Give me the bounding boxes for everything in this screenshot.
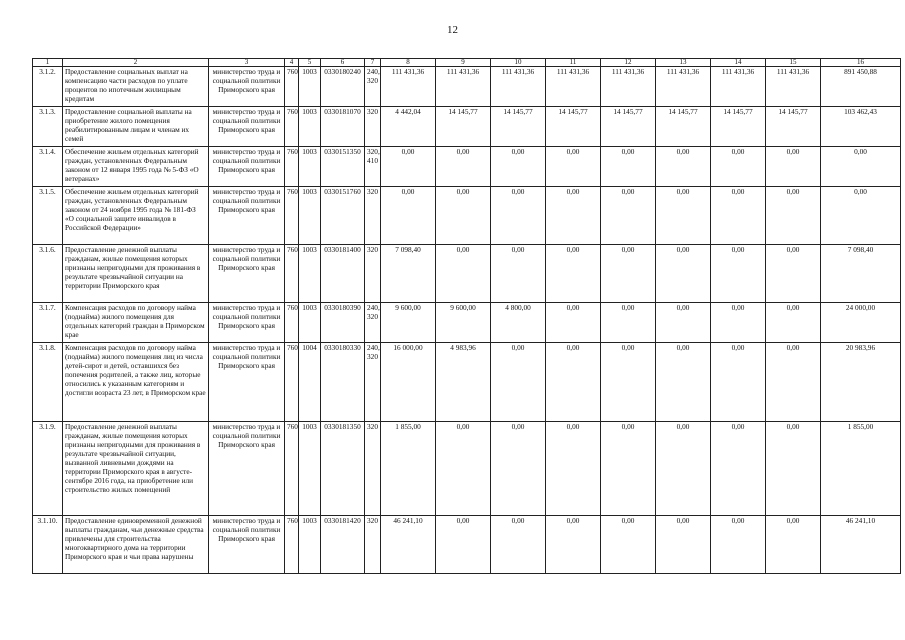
header-cell: 16 xyxy=(821,59,901,67)
code-cell: 1003 xyxy=(299,422,321,516)
ministry-cell: министерство труда и социальной политики Приморского края xyxy=(209,67,285,107)
value-cell: 111 431,36 xyxy=(711,67,766,107)
table-row xyxy=(33,422,901,516)
value-cell: 0,00 xyxy=(436,516,491,574)
code-cell: 240, 320 xyxy=(365,343,381,422)
code-cell: 760 xyxy=(285,245,299,303)
code-cell: 320 xyxy=(365,422,381,516)
value-cell: 0,00 xyxy=(766,303,821,343)
ministry-cell: министерство труда и социальной политики Приморского края xyxy=(209,107,285,147)
header-row xyxy=(33,59,901,67)
code-cell: 760 xyxy=(285,107,299,147)
row-id-cell: 3.1.6. xyxy=(33,245,63,303)
value-cell: 0,00 xyxy=(601,245,656,303)
value-cell: 0,00 xyxy=(601,422,656,516)
row-name-cell: Предоставление единовременной денежной выплаты гражданам, чьи денежные средства привлечены для строительства многоквартирного дома на территории Приморского края и чьи права нарушены xyxy=(63,516,209,574)
header-cell: 2 xyxy=(63,59,209,67)
table-row xyxy=(33,303,901,343)
value-cell: 20 983,96 xyxy=(821,343,901,422)
value-cell: 1 855,00 xyxy=(821,422,901,516)
row-name-cell: Компенсация расходов по договору найма (поднайма) жилого помещения лиц из числа детей-сирот и детей, оставшихся без попечения родителей, а также лиц, которые относились к указанным категориям и достигли возраста 23 лет, в Приморском крае xyxy=(63,343,209,422)
value-cell: 0,00 xyxy=(656,422,711,516)
table-row xyxy=(33,343,901,422)
ministry-cell: министерство труда и социальной политики Приморского края xyxy=(209,303,285,343)
value-cell: 0,00 xyxy=(546,245,601,303)
value-cell: 0,00 xyxy=(711,422,766,516)
code-cell: 1003 xyxy=(299,107,321,147)
value-cell: 0,00 xyxy=(711,343,766,422)
value-cell: 0,00 xyxy=(601,147,656,187)
value-cell: 0,00 xyxy=(601,303,656,343)
code-cell: 760 xyxy=(285,343,299,422)
value-cell: 111 431,36 xyxy=(546,67,601,107)
code-cell: 0330181070 xyxy=(321,107,365,147)
value-cell: 0,00 xyxy=(656,147,711,187)
table-row xyxy=(33,245,901,303)
value-cell: 0,00 xyxy=(766,516,821,574)
value-cell: 0,00 xyxy=(766,147,821,187)
value-cell: 0,00 xyxy=(711,187,766,245)
code-cell: 240, 320 xyxy=(365,303,381,343)
value-cell: 111 431,36 xyxy=(491,67,546,107)
ministry-cell: министерство труда и социальной политики Приморского края xyxy=(209,245,285,303)
code-cell: 320 xyxy=(365,245,381,303)
ministry-cell: министерство труда и социальной политики Приморского края xyxy=(209,343,285,422)
value-cell: 0,00 xyxy=(381,147,436,187)
header-cell: 3 xyxy=(209,59,285,67)
code-cell: 1003 xyxy=(299,187,321,245)
value-cell: 0,00 xyxy=(546,303,601,343)
value-cell: 111 431,36 xyxy=(381,67,436,107)
value-cell: 0,00 xyxy=(821,147,901,187)
value-cell: 111 431,36 xyxy=(601,67,656,107)
header-cell: 8 xyxy=(381,59,436,67)
code-cell: 0330180240 xyxy=(321,67,365,107)
value-cell: 0,00 xyxy=(656,187,711,245)
header-cell: 5 xyxy=(299,59,321,67)
value-cell: 14 145,77 xyxy=(546,107,601,147)
row-id-cell: 3.1.5. xyxy=(33,187,63,245)
value-cell: 4 800,00 xyxy=(491,303,546,343)
value-cell: 16 000,00 xyxy=(381,343,436,422)
code-cell: 320, 410 xyxy=(365,147,381,187)
value-cell: 0,00 xyxy=(546,147,601,187)
value-cell: 891 450,88 xyxy=(821,67,901,107)
value-cell: 9 600,00 xyxy=(436,303,491,343)
code-cell: 760 xyxy=(285,187,299,245)
header-cell: 12 xyxy=(601,59,656,67)
value-cell: 0,00 xyxy=(491,516,546,574)
value-cell: 111 431,36 xyxy=(766,67,821,107)
value-cell: 111 431,36 xyxy=(436,67,491,107)
value-cell: 0,00 xyxy=(491,187,546,245)
code-cell: 320 xyxy=(365,107,381,147)
table-row xyxy=(33,516,901,574)
row-name-cell: Предоставление социальных выплат на компенсацию части расходов по уплате процентов по ипотечным жилищным кредитам xyxy=(63,67,209,107)
header-cell: 4 xyxy=(285,59,299,67)
value-cell: 0,00 xyxy=(601,343,656,422)
header-cell: 14 xyxy=(711,59,766,67)
budget-table xyxy=(32,58,901,574)
row-name-cell: Обеспечение жильем отдельных категорий граждан, установленных Федеральным законом от 12 января 1995 года № 5-ФЗ «О ветеранах» xyxy=(63,147,209,187)
table-row xyxy=(33,147,901,187)
value-cell: 0,00 xyxy=(491,422,546,516)
value-cell: 0,00 xyxy=(656,516,711,574)
value-cell: 14 145,77 xyxy=(436,107,491,147)
value-cell: 0,00 xyxy=(491,343,546,422)
table-row xyxy=(33,187,901,245)
value-cell: 4 983,96 xyxy=(436,343,491,422)
value-cell: 0,00 xyxy=(436,245,491,303)
value-cell: 0,00 xyxy=(766,422,821,516)
value-cell: 111 431,36 xyxy=(656,67,711,107)
value-cell: 0,00 xyxy=(381,187,436,245)
code-cell: 760 xyxy=(285,422,299,516)
row-id-cell: 3.1.8. xyxy=(33,343,63,422)
code-cell: 1003 xyxy=(299,147,321,187)
value-cell: 0,00 xyxy=(601,516,656,574)
value-cell: 0,00 xyxy=(436,422,491,516)
value-cell: 0,00 xyxy=(656,303,711,343)
code-cell: 760 xyxy=(285,303,299,343)
value-cell: 0,00 xyxy=(491,245,546,303)
value-cell: 4 442,04 xyxy=(381,107,436,147)
value-cell: 0,00 xyxy=(711,147,766,187)
value-cell: 7 098,40 xyxy=(821,245,901,303)
code-cell: 320 xyxy=(365,187,381,245)
value-cell: 103 462,43 xyxy=(821,107,901,147)
header-cell: 15 xyxy=(766,59,821,67)
value-cell: 0,00 xyxy=(436,147,491,187)
header-cell: 11 xyxy=(546,59,601,67)
code-cell: 1004 xyxy=(299,343,321,422)
code-cell: 0330151760 xyxy=(321,187,365,245)
code-cell: 240, 320 xyxy=(365,67,381,107)
code-cell: 0330180390 xyxy=(321,303,365,343)
value-cell: 0,00 xyxy=(601,187,656,245)
page-number: 12 xyxy=(447,24,458,36)
code-cell: 0330181350 xyxy=(321,422,365,516)
row-id-cell: 3.1.4. xyxy=(33,147,63,187)
value-cell: 0,00 xyxy=(546,343,601,422)
value-cell: 14 145,77 xyxy=(766,107,821,147)
value-cell: 0,00 xyxy=(491,147,546,187)
ministry-cell: министерство труда и социальной политики Приморского края xyxy=(209,147,285,187)
value-cell: 0,00 xyxy=(436,187,491,245)
value-cell: 0,00 xyxy=(656,343,711,422)
value-cell: 0,00 xyxy=(656,245,711,303)
code-cell: 0330181420 xyxy=(321,516,365,574)
header-cell: 9 xyxy=(436,59,491,67)
code-cell: 760 xyxy=(285,67,299,107)
value-cell: 14 145,77 xyxy=(601,107,656,147)
value-cell: 0,00 xyxy=(821,187,901,245)
value-cell: 0,00 xyxy=(711,516,766,574)
header-cell: 7 xyxy=(365,59,381,67)
value-cell: 0,00 xyxy=(546,422,601,516)
code-cell: 1003 xyxy=(299,67,321,107)
value-cell: 1 855,00 xyxy=(381,422,436,516)
table-row xyxy=(33,67,901,107)
value-cell: 0,00 xyxy=(711,303,766,343)
code-cell: 1003 xyxy=(299,245,321,303)
value-cell: 0,00 xyxy=(766,245,821,303)
header-cell: 10 xyxy=(491,59,546,67)
row-name-cell: Обеспечение жильем отдельных категорий граждан, установленных Федеральным законом от 24 ноября 1995 года № 181-ФЗ «О социальной защите инвалидов в Российской Федерации» xyxy=(63,187,209,245)
row-id-cell: 3.1.2. xyxy=(33,67,63,107)
header-cell: 6 xyxy=(321,59,365,67)
value-cell: 46 241,10 xyxy=(381,516,436,574)
code-cell: 1003 xyxy=(299,516,321,574)
code-cell: 0330180330 xyxy=(321,343,365,422)
row-id-cell: 3.1.3. xyxy=(33,107,63,147)
row-name-cell: Предоставление социальной выплаты на приобретение жилого помещения реабилитированным лицам и членам их семей xyxy=(63,107,209,147)
value-cell: 14 145,77 xyxy=(491,107,546,147)
code-cell: 760 xyxy=(285,147,299,187)
row-name-cell: Компенсация расходов по договору найма (поднайма) жилого помещения для отдельных категорий граждан в Приморском крае xyxy=(63,303,209,343)
value-cell: 14 145,77 xyxy=(711,107,766,147)
ministry-cell: министерство труда и социальной политики Приморского края xyxy=(209,187,285,245)
row-id-cell: 3.1.10. xyxy=(33,516,63,574)
header-cell: 1 xyxy=(33,59,63,67)
code-cell: 320 xyxy=(365,516,381,574)
value-cell: 0,00 xyxy=(766,187,821,245)
table-row xyxy=(33,107,901,147)
value-cell: 14 145,77 xyxy=(656,107,711,147)
row-id-cell: 3.1.7. xyxy=(33,303,63,343)
row-id-cell: 3.1.9. xyxy=(33,422,63,516)
code-cell: 1003 xyxy=(299,303,321,343)
value-cell: 0,00 xyxy=(546,516,601,574)
code-cell: 0330181400 xyxy=(321,245,365,303)
ministry-cell: министерство труда и социальной политики Приморского края xyxy=(209,516,285,574)
header-cell: 13 xyxy=(656,59,711,67)
value-cell: 46 241,10 xyxy=(821,516,901,574)
value-cell: 24 000,00 xyxy=(821,303,901,343)
row-name-cell: Предоставление денежной выплаты гражданам, жилые помещения которых признаны непригодными для проживания в результате чрезвычайной ситуации, вызванной ливневыми дождями на территории Приморского края в августе-сентябре 2016 года, на приобретение или строительство жилых помещений xyxy=(63,422,209,516)
value-cell: 0,00 xyxy=(711,245,766,303)
value-cell: 0,00 xyxy=(766,343,821,422)
code-cell: 0330151350 xyxy=(321,147,365,187)
value-cell: 7 098,40 xyxy=(381,245,436,303)
value-cell: 0,00 xyxy=(546,187,601,245)
row-name-cell: Предоставление денежной выплаты гражданам, жилые помещения которых признаны непригодными для проживания в результате чрезвычайной ситуации на территории Приморского края xyxy=(63,245,209,303)
value-cell: 9 600,00 xyxy=(381,303,436,343)
ministry-cell: министерство труда и социальной политики Приморского края xyxy=(209,422,285,516)
code-cell: 760 xyxy=(285,516,299,574)
